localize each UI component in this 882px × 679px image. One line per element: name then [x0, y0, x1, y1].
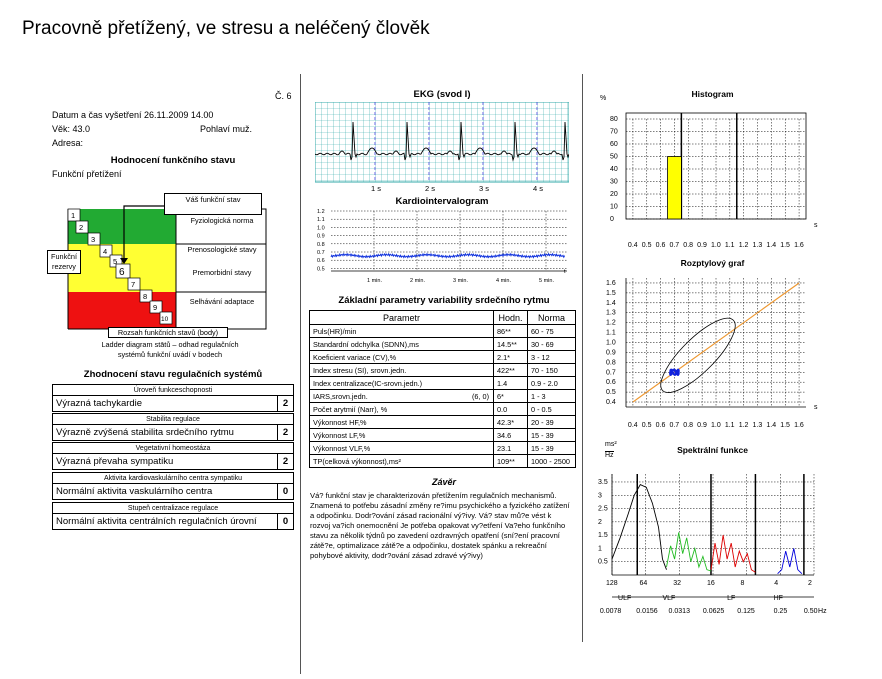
- regulation-label: Výrazná převaha sympatiku: [56, 456, 174, 467]
- histogram-x-tick: 1.4: [766, 242, 777, 249]
- kardio-x-2: 2 min.: [410, 278, 425, 284]
- scatter-x-tick: 1.6: [794, 422, 804, 429]
- reserve-label: Funkční rezervy: [47, 250, 81, 274]
- regulation-value: 2: [277, 454, 293, 469]
- spectral-freq-tick: 0.125: [737, 608, 755, 615]
- histogram-bar: [668, 157, 682, 220]
- regulation-value: 2: [277, 425, 293, 440]
- regulation-label: Normální aktivita vaskulárního centra: [56, 486, 213, 497]
- histogram-x-tick: 1.2: [738, 242, 749, 249]
- histogram-title: Histogram: [691, 89, 734, 99]
- histogram-x-tick: 0.5: [641, 242, 652, 249]
- spectral-series: [711, 535, 755, 572]
- regulation-block-4: [52, 472, 294, 500]
- scatter-title: Rozptylový graf: [680, 258, 745, 268]
- divider-left: [300, 74, 301, 674]
- spectral-band: HF: [773, 595, 783, 602]
- sex: Pohlaví muž.: [200, 124, 253, 134]
- scatter-xlabel: s: [814, 404, 818, 411]
- scatter-y-tick: 1.0: [606, 339, 616, 347]
- regulation-block-1: [52, 384, 294, 412]
- spectral-y-tick: 1: [598, 545, 602, 553]
- scatter-y-tick: 1.3: [606, 309, 616, 317]
- spectral-freq-tick: 0.0078: [599, 608, 622, 615]
- step-1: 1: [71, 211, 76, 220]
- scatter-y-tick: 0.6: [606, 379, 616, 387]
- ekg-chart: [315, 102, 569, 194]
- kardio-chart: [315, 207, 573, 287]
- table-row: Počet arytmií (Narr), % 0.0 0 - 0.5: [310, 403, 576, 416]
- histogram-x-tick: 1.6: [794, 242, 804, 249]
- func-state-subtitle: Funkční přetížení: [52, 169, 122, 179]
- table-row: Index stresu (SI), srovn.jedn. 422** 70 - 150: [310, 364, 576, 377]
- kardio-x-4: 4 min.: [496, 278, 511, 284]
- histogram-y-tick: 30: [610, 178, 618, 186]
- spectral-title: Spektrální funkce: [677, 445, 748, 455]
- scatter-y-tick: 1.4: [606, 299, 616, 307]
- kardio-trace: [331, 254, 565, 258]
- scatter-x-tick: 1.1: [724, 422, 735, 429]
- kardio-y-tick: 1.0: [317, 225, 325, 232]
- regulation-value: 0: [277, 514, 293, 529]
- histogram-x-tick: 0.6: [655, 242, 666, 249]
- table-row: Index centralizace(IC-srovn.jedn.) 1.4 0.9 - 2.0: [310, 377, 576, 390]
- params-table: [309, 310, 576, 468]
- regulation-block-2: [52, 413, 294, 441]
- scatter-point: [674, 370, 676, 372]
- spectral-freq-unit: Hz: [818, 608, 827, 615]
- histogram-x-tick: 0.8: [683, 242, 694, 249]
- spectral-chart: [592, 462, 832, 627]
- scatter-y-tick: 1.6: [606, 279, 616, 287]
- table-row: Výkonnost HF,% 42.3* 20 - 39: [310, 416, 576, 429]
- step-5: 5: [113, 257, 118, 266]
- kardio-x-label: t: [564, 269, 566, 275]
- scatter-y-tick: 1.2: [606, 319, 616, 327]
- histogram-x-tick: 1.0: [711, 242, 721, 249]
- range-label: Rozsah funkčních stavů (body): [108, 327, 228, 338]
- spectral-y-tick: 2.5: [598, 505, 608, 513]
- spectral-y-tick: 3: [598, 492, 602, 500]
- your-state-label: Váš funkční stav: [164, 193, 262, 215]
- page-title: Pracovně přetížený, ve stresu a neléčený člověk: [22, 18, 430, 39]
- age: Věk: 43.0: [52, 124, 91, 134]
- step-7: 7: [131, 280, 136, 289]
- spectral-period-tick: 64: [639, 580, 648, 587]
- scatter-x-tick: 1.4: [766, 422, 777, 429]
- ekg-tick-1: 1 s: [371, 184, 382, 193]
- params-title: Základní parametry variability srdečního rytmu: [338, 295, 550, 306]
- params-header-value: Hodn.: [494, 311, 528, 325]
- kardio-x-3: 3 min.: [453, 278, 468, 284]
- scatter-y-tick: 0.7: [606, 369, 616, 377]
- kardio-x-1: 1 min.: [367, 278, 382, 284]
- histogram-x-tick: 1.3: [752, 242, 763, 249]
- spectral-y-tick: 0.5: [598, 558, 608, 566]
- exam-date: Datum a čas vyšetření 26.11.2009 14.00: [52, 110, 214, 120]
- spectral-freq-tick: 0.0156: [636, 608, 658, 615]
- histogram-y-tick: 10: [610, 203, 618, 211]
- scatter-point: [675, 372, 677, 374]
- scatter-y-tick: 0.5: [606, 389, 616, 397]
- spectral-period-tick: 8: [740, 580, 745, 587]
- table-row: TP(celková výkonnost),ms² 109** 1000 - 2500: [310, 455, 576, 468]
- scatter-x-tick: 0.7: [669, 422, 680, 429]
- address: Adresa:: [52, 138, 84, 148]
- scatter-y-tick: 0.8: [606, 359, 616, 367]
- spectral-freq-tick: 0.0625: [702, 608, 725, 615]
- scatter-y-tick: 0.4: [606, 399, 616, 407]
- spectral-unit-top: ms²: [605, 441, 617, 448]
- table-row: Výkonnost VLF,% 23.1 15 - 39: [310, 442, 576, 455]
- zone-preno-label: Prenosologické stavy: [187, 245, 257, 254]
- regulation-head: Stabilita regulace: [53, 414, 293, 425]
- kardio-x-5: 5 min.: [539, 278, 554, 284]
- func-state-title: Hodnocení funkčního stavu: [110, 155, 236, 166]
- histogram-y-tick: 70: [610, 128, 618, 136]
- table-row: Koeficient variace (CV),% 2.1* 3 - 12: [310, 351, 576, 364]
- spectral-period-tick: 32: [673, 580, 682, 587]
- step-9: 9: [153, 303, 158, 312]
- page-number: Č. 6: [275, 91, 292, 101]
- histogram-x-tick: 1.5: [780, 242, 790, 249]
- histogram-xlabel: s: [814, 222, 818, 229]
- scatter-x-tick: 0.6: [655, 422, 666, 429]
- scatter-y-tick: 0.9: [606, 349, 616, 357]
- histogram-ylabel: %: [600, 95, 607, 102]
- iars-extra: (6, 0): [471, 391, 489, 401]
- spectral-series: [612, 485, 667, 570]
- kardio-y-tick: 0.9: [317, 233, 325, 240]
- params-header-param: Parametr: [310, 311, 494, 325]
- spectral-unit-bottom: Hz: [605, 452, 614, 459]
- table-row: Standardní odchylka (SDNN),ms 14.5** 30 - 69: [310, 338, 576, 351]
- step-10: 10: [161, 316, 169, 323]
- spectral-period-tick: 16: [707, 580, 715, 587]
- scatter-x-tick: 0.9: [697, 422, 707, 429]
- spectral-series: [778, 548, 802, 573]
- step-3: 3: [91, 235, 96, 244]
- ekg-tick-2: 2 s: [425, 184, 436, 193]
- spectral-y-tick: 3.5: [598, 478, 608, 486]
- zone-fail-label: Selhávání adaptace: [189, 297, 255, 306]
- regulation-value: 2: [277, 396, 293, 411]
- regulation-label: Normální aktivita centrálních regulačních úrovní: [56, 516, 257, 527]
- step-6: 6: [119, 267, 125, 278]
- histogram-x-tick: 1.1: [724, 242, 735, 249]
- histogram-y-tick: 0: [610, 216, 614, 223]
- regulation-label: Výrazně zvýšená stabilita srdečního rytmu: [56, 427, 234, 438]
- scatter-x-tick: 0.5: [641, 422, 652, 429]
- kardio-y-tick: 0.6: [317, 258, 325, 265]
- scatter-point: [672, 372, 674, 374]
- table-row: Výkonnost LF,% 34.6 15 - 39: [310, 429, 576, 442]
- step-2: 2: [79, 223, 84, 232]
- histogram-y-tick: 60: [610, 141, 618, 148]
- ekg-title: EKG (svod I): [413, 89, 471, 100]
- table-row: Puls(HR)/min 86** 60 - 75: [310, 325, 576, 338]
- histogram-x-tick: 0.7: [669, 242, 680, 249]
- spectral-band: VLF: [662, 595, 676, 602]
- kardio-y-tick: 1.2: [317, 209, 325, 215]
- conclusion-text: Vá? funkční stav je charakterizován přetížením regulačních mechanismů. Znamená to potřebu zásadní změny re?imu psychického a fyzického zatížení a odpočinku. Dodr?ování zásad racionální vý?ivy. Vá? stav mů?e vést k rozvoj va?ich onemocnění Je potřeba opakovat vy?etření Va?eho funkčního stavu za několik týdnů po zavedení ozdravných opatření (sní?ení pracovní zátě?e, optimalizace zátě?e a odpočinku, dostatek spánku a rekreační pohybové aktivity, dodr?ování zásad zdravé vý?ivy): [310, 491, 570, 560]
- ekg-tick-3: 3 s: [479, 184, 490, 193]
- regulation-block-3: [52, 442, 294, 470]
- divider-right: [582, 74, 583, 642]
- scatter-chart: [592, 270, 832, 435]
- kardio-y-tick: 1.1: [317, 217, 325, 224]
- spectral-freq-tick: 0.0313: [668, 608, 690, 615]
- spectral-series: [667, 533, 712, 572]
- spectral-band: LF: [727, 595, 736, 602]
- scatter-x-tick: 1.0: [711, 422, 721, 429]
- spectral-freq-tick: 0.25: [773, 608, 788, 615]
- scatter-y-tick: 1.1: [606, 329, 616, 337]
- params-header-norm: Norma: [528, 311, 576, 325]
- spectral-y-tick: 2: [598, 518, 602, 526]
- spectral-freq-tick: 0.50: [803, 608, 818, 615]
- zone-premorb-label: Premorbidní stavy: [192, 268, 252, 277]
- step-4: 4: [103, 247, 108, 256]
- scatter-x-tick: 0.4: [627, 422, 638, 429]
- regulation-head: Úroveň funkceschopnosti: [53, 385, 293, 396]
- regulation-label: Výrazná tachykardie: [56, 398, 143, 409]
- spectral-y-tick: 1.5: [598, 532, 608, 540]
- histogram-x-tick: 0.9: [697, 242, 707, 249]
- histogram-chart: [592, 90, 832, 250]
- regulation-value: 0: [277, 484, 293, 499]
- scatter-x-tick: 1.2: [738, 422, 749, 429]
- kardio-y-tick: 0.8: [317, 241, 325, 248]
- kardio-y-tick: 0.7: [317, 250, 325, 256]
- histogram-y-tick: 20: [610, 191, 618, 198]
- kardio-y-tick: 0.5: [317, 266, 325, 273]
- histogram-y-tick: 50: [610, 153, 618, 161]
- scatter-x-tick: 1.5: [780, 422, 790, 429]
- spectral-period-tick: 128: [606, 580, 618, 587]
- scatter-x-tick: 1.3: [752, 422, 763, 429]
- conclusion-title: Závěr: [431, 477, 457, 487]
- spectral-band: ULF: [618, 595, 632, 602]
- regulation-head: Vegetativní homeostáza: [53, 443, 293, 454]
- histogram-y-tick: 80: [610, 116, 618, 123]
- histogram-y-tick: 40: [610, 166, 618, 173]
- scatter-y-tick: 1.5: [606, 289, 616, 297]
- ekg-tick-4: 4 s: [533, 184, 544, 193]
- table-row: IARS,srovn.jedn. (6, 0) 6* 1 - 3: [310, 390, 576, 403]
- scatter-point: [670, 372, 672, 374]
- regulation-block-5: [52, 502, 294, 530]
- zone-norm-label: Fyziologická norma: [190, 216, 254, 225]
- spectral-period-tick: 2: [808, 580, 812, 587]
- scatter-x-tick: 0.8: [683, 422, 694, 429]
- spectral-lines: [612, 485, 802, 574]
- ladder-caption: Ladder diagram stātů – odhad regulačních systémů funkční uvádí v bodech: [101, 340, 239, 359]
- regulation-head: Aktivita kardiovaskulárního centra sympatiku: [53, 473, 293, 484]
- histogram-x-tick: 0.4: [627, 242, 638, 249]
- regulation-title: Zhodnocení stavu regulačních systémů: [83, 369, 263, 380]
- spectral-period-tick: 4: [774, 580, 779, 587]
- kardio-title: Kardiointervalogram: [395, 196, 489, 207]
- step-8: 8: [143, 292, 148, 301]
- regulation-head: Stupeň centralizace regulace: [53, 503, 293, 514]
